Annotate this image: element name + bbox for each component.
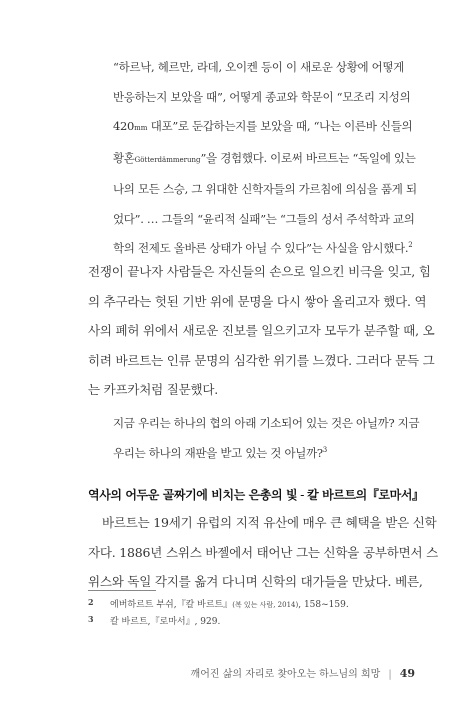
section-heading <box>88 486 424 503</box>
quote2-line-2-text: 우리는 하나의 재판을 받고 있는 것 아닐까? <box>113 445 323 460</box>
quote1-line-4 <box>113 144 416 176</box>
body2-line-3: 위스와 독일 각지를 옮겨 다니며 신학의 대가들을 만났다. 베른, <box>88 574 423 589</box>
footnote-2-pages: , 158~159. <box>298 600 349 610</box>
section-heading-sub: 칼 바르트의『로마서』 <box>307 488 424 502</box>
body1-line-1: 전쟁이 끝나자 사람들은 자신들의 손으로 일으킨 비극을 잊고, 힘 <box>88 264 431 279</box>
footnote-divider <box>88 590 156 591</box>
footnote-2 <box>88 597 418 610</box>
body2-line-2: 자다. 1886년 스위스 바젤에서 태어난 그는 신학을 공부하면서 스 <box>88 544 438 560</box>
quote1-line-3 <box>113 112 413 144</box>
body1-line-5: 는 카프카처럼 질문했다. <box>88 382 219 397</box>
quote1-line-1: “하르낙, 헤르만, 라데, 오이켄 등이 이 새로운 상황에 어떻게 <box>113 60 405 74</box>
body-paragraph-2 <box>88 508 438 597</box>
footnote-3-text: 칼 바르트,『로마서』, 929. <box>110 617 221 627</box>
quote1-line-4-rest: ”을 경험했다. 이로써 바르트는 “독일에 있는 <box>200 150 416 165</box>
quote1-number: 420 <box>113 119 135 133</box>
quote1-unit: mm <box>134 124 148 132</box>
body-paragraph-1 <box>88 257 435 405</box>
block-quote-2 <box>113 409 420 468</box>
quote1-line-4-prefix: 황혼 <box>113 150 135 165</box>
quote1-line-3-rest: 대포”로 둔갑하는지를 보았을 때, “나는 이른바 신들의 <box>147 119 413 133</box>
page-number: 49 <box>399 667 415 680</box>
body1-line-3: 사의 폐허 위에서 새로운 진보를 일으키고자 모두가 분주할 때, 오 <box>88 323 435 338</box>
quote1-line-7-text: 학의 전제도 올바른 상태가 아닐 수 있다”는 사실을 암시했다. <box>113 241 409 255</box>
footnote-2-number: 2 <box>88 597 94 607</box>
block-quote-1 <box>113 53 417 264</box>
footnote-2-text: 에버하르트 부쉬,『칼 바르트』 <box>110 600 233 610</box>
body2-line-1: 바르트는 19세기 유럽의 지적 유산에 매우 큰 혜택을 받은 신학 <box>102 515 437 530</box>
quote1-line-5: 나의 모든 스승, 그 위대한 신학자들의 가르침에 의심을 품게 되 <box>113 182 417 196</box>
footnote-3 <box>88 614 418 627</box>
footnote-mark-3: 3 <box>322 445 327 454</box>
quote2-line-2 <box>113 439 413 469</box>
footnote-3-number: 3 <box>88 614 94 624</box>
section-heading-main: 역사의 어두운 골짜기에 비치는 은총의 빛 <box>88 488 298 502</box>
quote1-line-2: 반응하는지 보았을 때”, 어떻게 종교와 학문이 “모조리 지성의 <box>113 89 411 104</box>
footnote-mark-2: 2 <box>408 241 413 249</box>
quote1-line-6: 었다”. … 그들의 “윤리적 실패”는 “그들의 성서 주석학과 교의 <box>113 211 415 226</box>
page-footer <box>191 665 415 680</box>
running-title: 깨어진 삶의 자리로 찾아오는 하느님의 희망 <box>190 669 381 680</box>
body1-line-2: 의 추구라는 헛된 기반 위에 문명을 다시 쌓아 올리고자 했다. 역 <box>88 293 427 309</box>
footer-separator: | <box>388 669 392 680</box>
footnote-2-publisher: (복 있는 사람, 2014) <box>232 601 299 609</box>
quote2-line-1: 지금 우리는 하나의 협의 아래 기소되어 있는 것은 아닐까? 지금 <box>113 416 420 430</box>
quote1-german-term: Götterdämmerung <box>134 155 201 164</box>
body1-line-4: 히려 바르트는 인류 문명의 심각한 위기를 느꼈다. 그러다 문득 그 <box>88 352 435 368</box>
section-heading-dash: - <box>300 488 305 502</box>
